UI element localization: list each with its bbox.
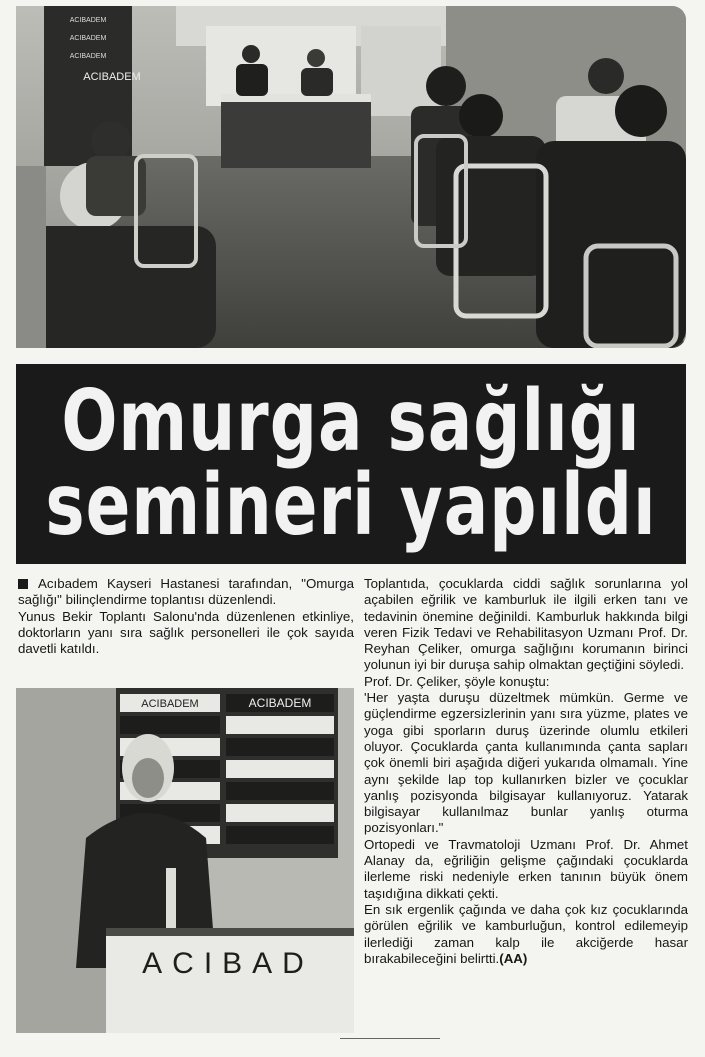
headline-box — [16, 364, 686, 564]
article-column-left — [18, 576, 354, 657]
article-paragraph: Yunus Bekir Toplantı Salonu'nda düzenlenen etkinliye, doktorların yanı sıra sağlık personelleri ile çok sayıda davetli katıldı. — [18, 608, 354, 657]
article-paragraph: Acıbadem Kayseri Hastanesi tarafından, "Omurga sağlığı" bilinçlendirme toplantısı düzenlendi. — [18, 576, 354, 608]
speaker-photo — [16, 688, 354, 1033]
seminar-hall-photo — [16, 6, 686, 348]
headline-line-2: semineri yapıldı — [45, 456, 657, 555]
svg-text:ACIBADEM: ACIBADEM — [69, 53, 107, 60]
article-paragraph: Toplantıda, çocuklarda ciddi sağlık sorunlarına yol açabilen eğrilik ve kamburluk ile ilgili erken tanı ve tedavinin önemine değinildi. Kamburluk hakkında bilgi veren Fizik Tedavi ve Rehabilitasyon Uzmanı Prof. Dr. Reyhan Çeliker, omurga sağlığını korumanın birinci yolunun iyi bir duruşa sahip olmaktan geçtiğini söyledi. — [364, 576, 688, 673]
article-paragraph: Ortopedi ve Travmatoloji Uzmanı Prof. Dr. Ahmet Alanay da, eğriliğin gelişme çağındaki çocuklarda ilerleme riski nedeniyle erken tanının büyük önem taşıdığına dikkati çekti. — [364, 836, 688, 901]
article-paragraph: En sık ergenlik çağında ve daha çok kız çocuklarında görülen eğrilik ve kamburluğun, kontrol edilemeyip ilerlediği zaman kalp ile akciğerde hasar bırakabileceğini belirtti.(AA) — [364, 901, 688, 966]
headline-line-1: Omurga sağlığı — [61, 372, 641, 471]
bottom-rule — [340, 1038, 440, 1039]
article-paragraph: 'Her yaşta duruşu düzeltmek mümkün. Germe ve güçlendirme egzersizlerinin yanı sıra yüzme, plates ve yoga gibi sporların duruş üzerinde olumlu etkileri oluyor. Çocuklarda çanta kullanımında çanta sapları çok önemli biri aşağıda diğeri yukarıda olmamalı. Yine aynı şekilde lap top kullanırken bizler ve çocuklar yanlış pozisyonda bilgisayar kullanıyoruz. Yatarak bilgisayar kullanılmaz bunlar yanlış oturma pozisyonları." — [364, 690, 688, 836]
svg-text:ACIBADEM: ACIBADEM — [248, 696, 312, 710]
article-column-right — [364, 576, 688, 967]
svg-text:ACIBADEM: ACIBADEM — [83, 71, 141, 83]
speaker-illustration — [16, 688, 354, 1033]
bullet-square-icon — [18, 579, 28, 589]
svg-text:ACIBADEM: ACIBADEM — [141, 698, 199, 710]
speaker-table — [221, 98, 371, 168]
seminar-hall-illustration — [16, 6, 686, 348]
svg-text:ACIBADEM: ACIBADEM — [69, 35, 107, 42]
article-paragraph: Prof. Dr. Çeliker, şöyle konuştu: — [364, 673, 550, 689]
svg-text:ACIBAD: ACIBAD — [142, 947, 314, 980]
source-signature: (AA) — [499, 950, 528, 966]
podium — [106, 928, 354, 1033]
svg-text:ACIBADEM: ACIBADEM — [69, 17, 107, 24]
